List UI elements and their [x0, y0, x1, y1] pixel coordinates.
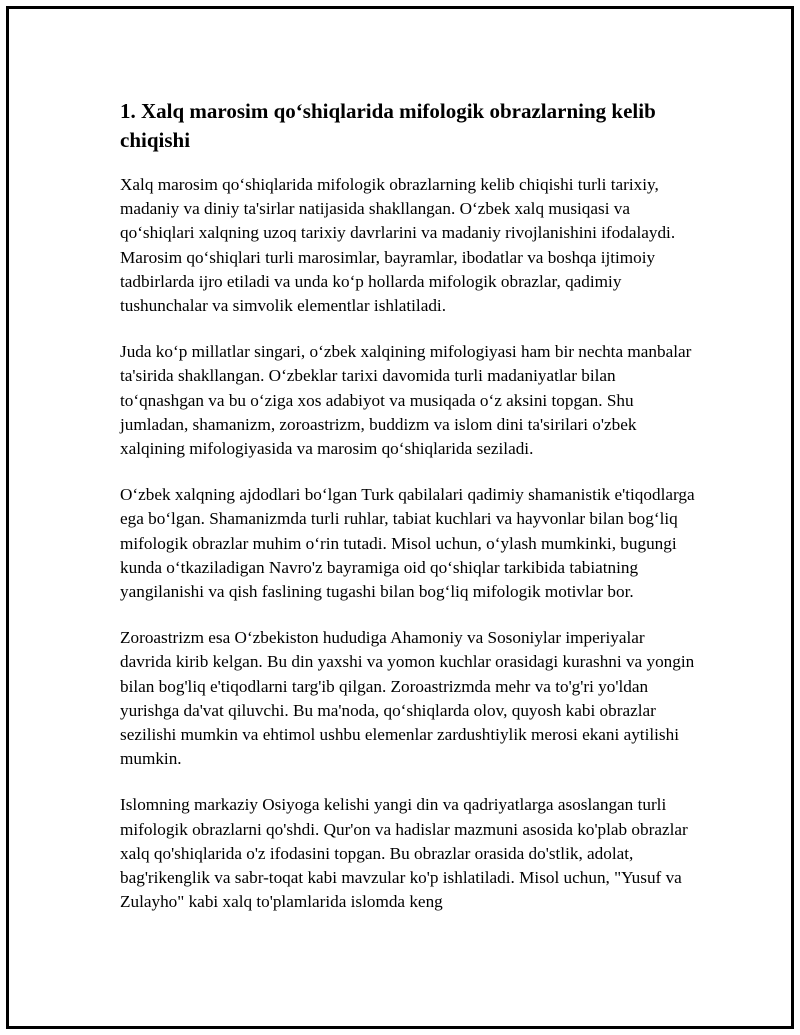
paragraph: Juda ko‘p millatlar singari, o‘zbek xalqining mifologiyasi ham bir nechta manbalar ta'sirida shakllangan. O‘zbeklar tarixi davomida turli madaniyatlar bilan to‘qnashgan va bu o‘ziga xos adabiyot va musiqada o‘z aksini topgan. Shu jumladan, shamanizm, zoroastrizm, buddizm va islom dini ta'sirilari o'zbek xalqining mifologiyasida va marosim qo‘shiqlarida seziladi.	[120, 342, 692, 459]
paragraph: Zoroastrizm esa O‘zbekiston hududiga Ahamoniy va Sosoniylar imperiyalar davrida kirib kelgan. Bu din yaxshi va yomon kuchlar orasidagi kurashni va yongin bilan bog'liq e'tiqodlarni targ'ib qilgan. Zoroastrizmda mehr va to'g'ri yo'ldan yurishga da'vat qiluvchi. Bu ma'noda, qo‘shiqlarda olov, quyosh kabi obrazlar sezilishi mumkin va ehtimol ushbu elemenlar zardushtiylik merosi ekani aytilishi mumkin.	[120, 628, 695, 769]
section-heading: 1. Xalq marosim qo‘shiqlarida mifologik obrazlarning kelib chiqishi	[120, 99, 656, 152]
paragraph: Xalq marosim qo‘shiqlarida mifologik obrazlarning kelib chiqishi turli tarixiy, madaniy va diniy ta'sirlar natijasida shakllangan. O‘zbek xalq musiqasi va qo‘shiqlari xalqning uzoq tarixiy davrlarini va madaniy rivojlanishini ifodalaydi. Marosim qo‘shiqlari turli marosimlar, bayramlar, ibodatlar va boshqa ijtimoiy tadbirlarda ijro etiladi va unda ko‘p hollarda mifologik obrazlar, qadimiy tushunchalar va simvolik elementlar ishlatiladi.	[120, 175, 676, 316]
page-frame	[6, 6, 794, 1029]
document-body	[120, 97, 700, 936]
paragraph: Islomning markaziy Osiyoga kelishi yangi din va qadriyatlarga asoslangan turli mifologik obrazlarni qo'shdi. Qur'on va hadislar mazmuni asosida ko'plab obrazlar xalq qo'shiqlarida o'z ifodasini topgan. Bu obrazlar orasida do'stlik, adolat, bag'rikenglik va sabr-toqat kabi mavzular ko'p ishlatiladi. Misol uchun, "Yusuf va Zulayho" kabi xalq to'plamlarida islomda keng	[120, 795, 688, 912]
paragraph: O‘zbek xalqning ajdodlari bo‘lgan Turk qabilalari qadimiy shamanistik e'tiqodlarga ega bo‘lgan. Shamanizmda turli ruhlar, tabiat kuchlari va hayvonlar bilan bog‘liq mifologik obrazlar muhim o‘rin tutadi. Misol uchun, o‘ylash mumkinki, bugungi kunda o‘tkaziladigan Navro'z bayramiga oid qo‘shiqlar tarkibida tabiatning yangilanishi va qish faslining tugashi bilan bog‘liq mifologik motivlar bor.	[120, 485, 695, 602]
